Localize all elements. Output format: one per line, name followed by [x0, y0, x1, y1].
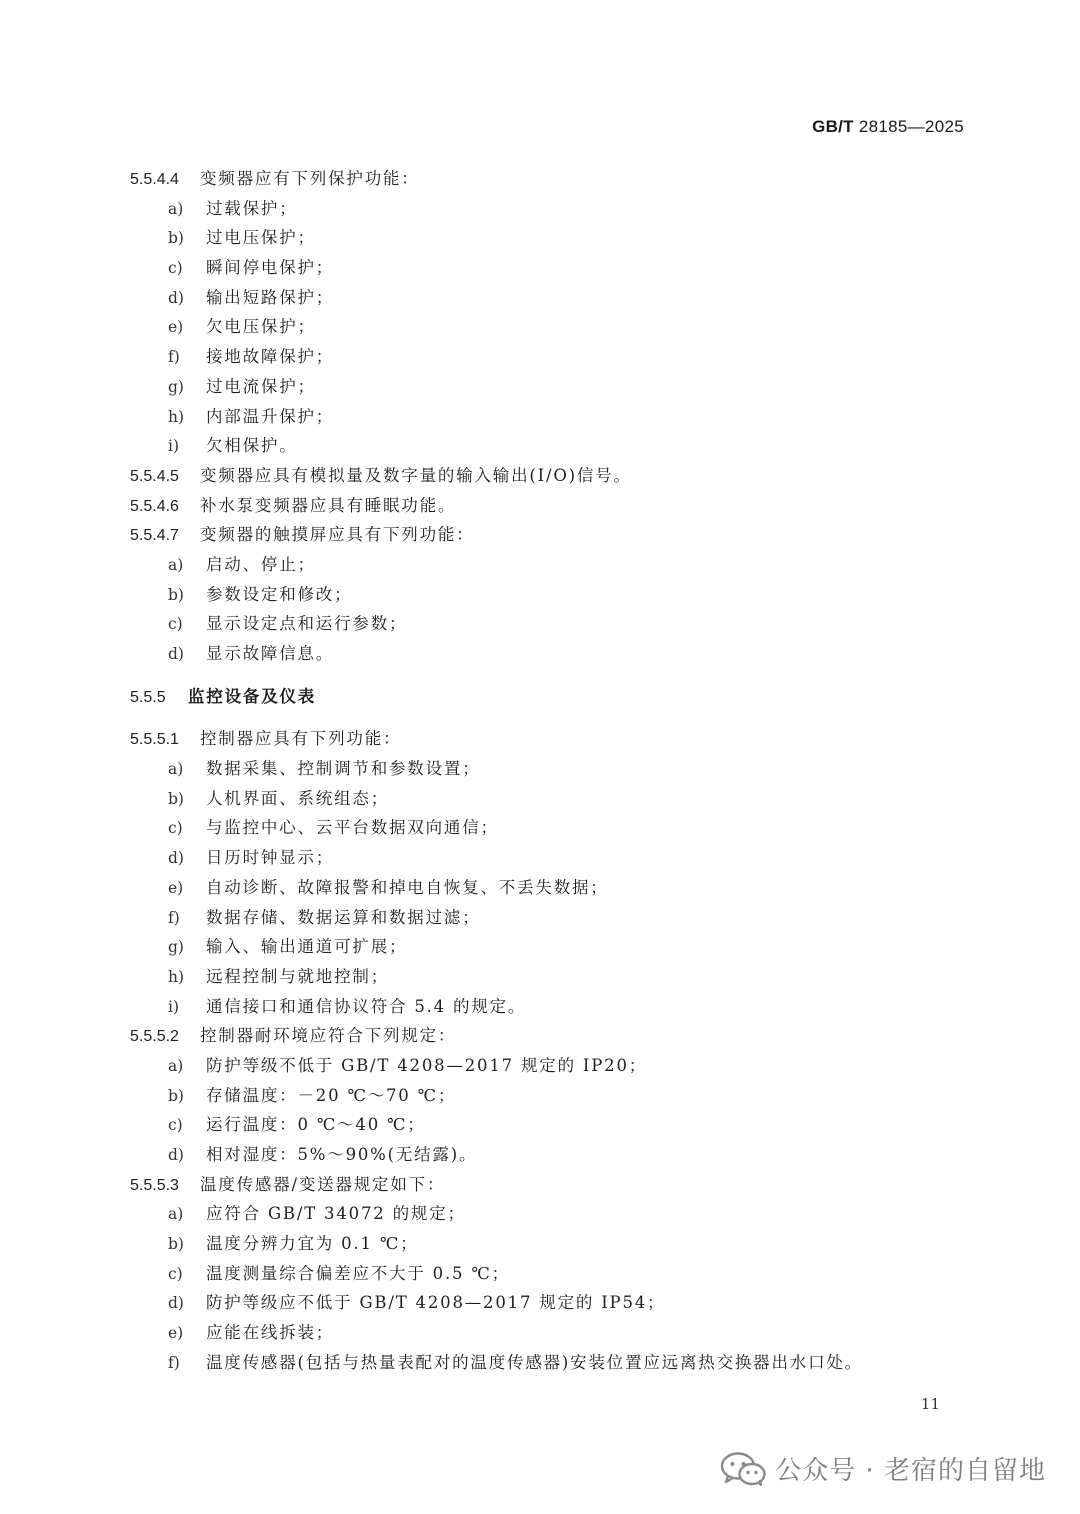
list-item	[130, 253, 970, 283]
list-item	[130, 1318, 970, 1348]
list-item-letter: b)	[168, 789, 184, 808]
list-item-letter: e)	[168, 318, 184, 337]
list-item-letter: a)	[168, 1056, 184, 1075]
list-item	[130, 932, 970, 962]
list-item	[130, 784, 970, 814]
list-item-letter: d)	[168, 645, 184, 663]
list-item-text: 接地故障保护；	[206, 347, 335, 367]
list-item-letter: b)	[168, 585, 184, 604]
list-item-letter: e)	[168, 878, 184, 897]
list-item-letter: h)	[168, 407, 185, 426]
list-item-text: 远程控制与就地控制；	[206, 966, 389, 986]
standard-code-number: 28185—2025	[858, 117, 964, 136]
list-item-text: 显示设定点和运行参数；	[206, 614, 408, 634]
list-item-text: 过电流保护；	[206, 376, 316, 396]
list-item	[130, 1140, 970, 1170]
list-item-text: 温度传感器(包括与热量表配对的温度传感器)安装位置应远离热交换器出水口处。	[206, 1352, 863, 1372]
document-body	[130, 164, 970, 1378]
standard-code-prefix: GB/T	[812, 117, 854, 136]
clause-text: 补水泵变频器应具有睡眠功能。	[200, 495, 457, 515]
list-item-letter: d)	[168, 849, 184, 868]
clause-line	[130, 461, 970, 491]
list-item-letter: f)	[168, 1353, 180, 1372]
list-item-text: 参数设定和修改；	[206, 584, 353, 604]
list-item-letter: d)	[168, 1146, 184, 1164]
clause-line	[130, 1021, 970, 1051]
list-item-letter: c)	[168, 1116, 183, 1135]
list-item-text: 自动诊断、故障报警和掉电自恢复、不丢失数据；	[206, 877, 609, 897]
list-item	[130, 843, 970, 873]
list-item-letter: g)	[168, 377, 184, 396]
list-item	[130, 639, 970, 669]
watermark	[719, 1450, 1046, 1487]
list-item-text: 防护等级应不低于 GB/T 4208—2017 规定的 IP54；	[206, 1293, 666, 1313]
list-item	[130, 283, 970, 313]
list-item	[130, 431, 970, 461]
list-item-text: 日历时钟显示；	[206, 848, 335, 868]
list-item-letter: f)	[168, 348, 180, 367]
clause-text: 控制器应具有下列功能：	[200, 729, 402, 749]
clause-line	[130, 724, 970, 754]
list-item	[130, 903, 970, 933]
list-item-letter: b)	[168, 1235, 184, 1254]
list-item-letter: a)	[168, 555, 184, 574]
list-item	[130, 372, 970, 402]
clause-text: 温度传感器/变送器规定如下：	[200, 1174, 446, 1194]
watermark-text: 公众号 · 老宿的自留地	[775, 1456, 1046, 1486]
list-item-letter: i)	[168, 997, 180, 1016]
list-item-letter: g)	[168, 938, 184, 957]
list-item-text: 应能在线拆装；	[206, 1323, 335, 1343]
list-item	[130, 223, 970, 253]
list-item-text: 过载保护；	[206, 198, 298, 218]
list-item	[130, 609, 970, 639]
clause-number: 5.5.5	[130, 688, 166, 706]
list-item-text: 数据采集、控制调节和参数设置；	[206, 759, 481, 779]
list-item	[130, 312, 970, 342]
clause-line	[130, 520, 970, 550]
clause-line	[130, 164, 970, 194]
list-item	[130, 813, 970, 843]
list-item	[130, 342, 970, 372]
list-item	[130, 754, 970, 784]
clause-number: 5.5.4.6	[130, 497, 179, 515]
clause-text: 变频器的触摸屏应具有下列功能：	[200, 525, 475, 545]
clause-number: 5.5.4.5	[130, 467, 179, 485]
list-item-letter: e)	[168, 1324, 184, 1343]
clause-text: 变频器应有下列保护功能：	[200, 169, 420, 188]
list-item-text: 相对湿度：5%～90%(无结露)。	[206, 1145, 478, 1164]
list-item-text: 温度分辨力宜为 0.1 ℃；	[206, 1234, 419, 1254]
page-number: 11	[920, 1395, 940, 1413]
list-item-text: 与监控中心、云平台数据双向通信；	[206, 818, 499, 838]
list-item-letter: h)	[168, 967, 185, 986]
list-item-letter: c)	[168, 1264, 183, 1283]
list-item-text: 运行温度：0 ℃～40 ℃；	[206, 1115, 426, 1135]
list-item-text: 人机界面、系统组态；	[206, 788, 389, 808]
list-item-text: 输出短路保护；	[206, 287, 335, 307]
list-item-letter: b)	[168, 1086, 184, 1105]
list-item-text: 应符合 GB/T 34072 的规定；	[206, 1204, 466, 1224]
list-item	[130, 1199, 970, 1229]
list-item	[130, 1051, 970, 1081]
list-item-text: 启动、停止；	[206, 554, 316, 574]
list-item-text: 内部温升保护；	[206, 406, 335, 426]
clause-number: 5.5.4.4	[130, 171, 179, 188]
list-item-text: 欠电压保护；	[206, 317, 316, 337]
list-item-letter: d)	[168, 1294, 184, 1313]
list-item	[130, 873, 970, 903]
list-item-text: 瞬间停电保护；	[206, 258, 335, 278]
list-item-text: 输入、输出通道可扩展；	[206, 937, 408, 957]
clause-line	[130, 491, 970, 521]
list-item	[130, 1288, 970, 1318]
list-item-text: 防护等级不低于 GB/T 4208—2017 规定的 IP20；	[206, 1055, 648, 1075]
list-item-letter: c)	[168, 615, 183, 634]
list-item-text: 过电压保护；	[206, 228, 316, 248]
list-item	[130, 962, 970, 992]
list-item-letter: a)	[168, 1205, 184, 1224]
list-item-letter: a)	[168, 199, 184, 218]
list-item-letter: a)	[168, 760, 184, 779]
list-item-letter: d)	[168, 288, 184, 307]
wechat-icon	[719, 1452, 767, 1486]
list-item-text: 通信接口和通信协议符合 5.4 的规定。	[206, 996, 527, 1016]
clause-number: 5.5.5.1	[130, 731, 179, 749]
list-item	[130, 1110, 970, 1140]
list-item-text: 显示故障信息。	[206, 644, 335, 663]
list-item	[130, 1081, 970, 1111]
standard-code	[812, 117, 964, 137]
clause-number: 5.5.5.3	[130, 1176, 179, 1194]
list-item-text: 欠相保护。	[206, 436, 298, 456]
list-item	[130, 1259, 970, 1289]
list-item-text: 温度测量综合偏差应不大于 0.5 ℃；	[206, 1263, 510, 1283]
list-item	[130, 992, 970, 1022]
list-item	[130, 580, 970, 610]
section-heading	[130, 682, 970, 712]
clause-text: 变频器应具有模拟量及数字量的输入输出(I/O)信号。	[200, 465, 632, 485]
list-item-letter: i)	[168, 437, 180, 456]
list-item	[130, 194, 970, 224]
list-item	[130, 1229, 970, 1259]
list-item	[130, 402, 970, 432]
list-item	[130, 550, 970, 580]
clause-number: 5.5.5.2	[130, 1028, 179, 1046]
list-item-letter: b)	[168, 229, 184, 248]
list-item-text: 存储温度：－20 ℃～70 ℃；	[206, 1085, 457, 1105]
list-item	[130, 1348, 970, 1378]
list-item-letter: c)	[168, 819, 183, 838]
clause-number: 5.5.4.7	[130, 527, 179, 545]
list-item-letter: f)	[168, 908, 180, 927]
list-item-letter: c)	[168, 259, 183, 278]
section-title: 监控设备及仪表	[188, 686, 317, 706]
clause-line	[130, 1170, 970, 1200]
list-item-text: 数据存储、数据运算和数据过滤；	[206, 907, 481, 927]
clause-text: 控制器耐环境应符合下列规定：	[200, 1026, 457, 1046]
